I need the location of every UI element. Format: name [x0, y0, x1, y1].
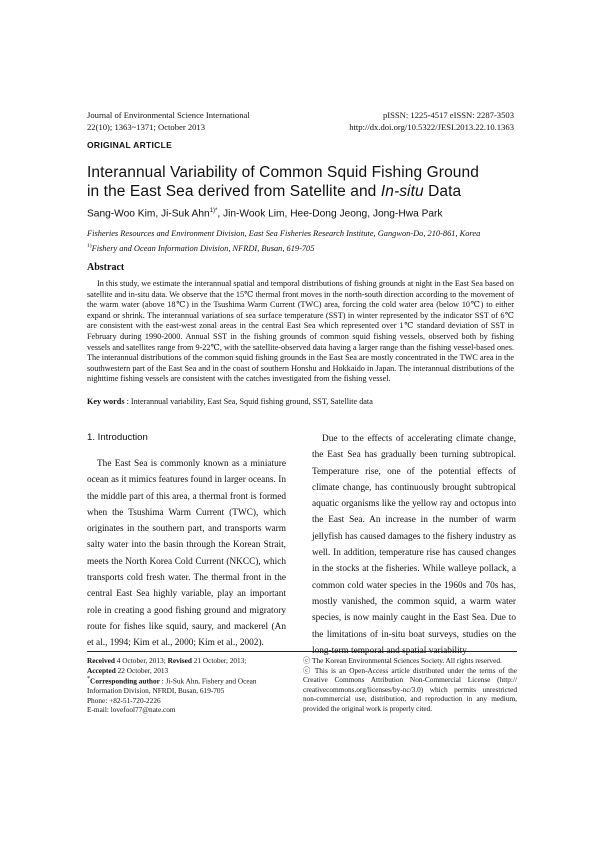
title-line-2-post: Data	[423, 183, 462, 200]
journal-citation	[87, 109, 250, 133]
corr-label: Corresponding author	[90, 676, 160, 686]
received-label: Received	[87, 656, 115, 665]
authors-part-1: Sang-Woo Kim, Ji-Suk Ahn	[87, 208, 210, 220]
title-line-2-pre: in the East Sea derived from Satellite and	[87, 183, 381, 200]
title-line-2	[87, 182, 517, 201]
affiliations	[87, 228, 517, 255]
abstract-heading: Abstract	[87, 262, 125, 273]
accepted	[87, 666, 289, 676]
author-affil-mark: 1)*	[209, 208, 218, 214]
accepted-date: 22 October, 2013	[115, 665, 169, 675]
corr-mark: *	[87, 676, 91, 683]
affiliation-2-text: Fishery and Ocean Information Division, NFRDI, Busan, 619-705	[91, 243, 315, 253]
email[interactable]: E-mail: lovefool77@nate.com	[87, 705, 176, 715]
keywords	[87, 397, 517, 406]
footnote-divider	[87, 651, 517, 652]
issn: pISSN: 1225-4517 eISSN: 2287-3503	[382, 110, 514, 120]
authors-part-2: , Jin-Wook Lim, Hee-Dong Jeong, Jong-Hwa Park	[217, 208, 443, 220]
received-date: 4 October, 2013;	[114, 656, 168, 665]
accepted-label: Accepted	[87, 665, 116, 675]
corresponding-author	[87, 675, 289, 696]
phone: Phone: +82-51-720-2226	[87, 695, 161, 705]
affiliation-2	[87, 240, 517, 255]
author-list	[87, 208, 443, 219]
doi-link[interactable]: http://dx.doi.org/10.5322/JESI.2013.22.10.1363	[349, 122, 514, 132]
title-line-1: Interannual Variability of Common Squid Fishing Ground	[87, 164, 479, 181]
copyright-notice: ⓒ The Korean Environmental Sciences Society. All rights reserved.	[303, 656, 502, 665]
section-heading-introduction: 1. Introduction	[87, 432, 148, 443]
received-revised	[87, 656, 289, 666]
affiliation-mark: 1)	[87, 243, 92, 249]
intro-right-column: Due to the effects of accelerating climate change, the East Sea has gradually been turning subtropical. Temperature rise, one of the potential effects of climate change, has continuously brought subtropical aquatic organisms like the yellow ray and octopus into the East Sea. An increase in the number of warm jellyfish has caused damages to the fishery industry as well. In addition, temperature rise has caused changes in the stocks at the fisheries. While walleye pollack, a common cold water species in the 1960s and 70s has, mostly vanished, the common squid, a warm water species, is now mainly caught in the East Sea. Due to the limitations of in-situ boat surveys, studies on the long-term temporal and spatial variability	[312, 434, 516, 656]
footnote-dates-correspondence	[87, 656, 289, 715]
abstract-body: In this study, we estimate the interannual spatial and temporal distributions of fishing grounds at night in the East Sea based on satellite and in-situ data. We observe that the 15℃ thermal front moves in the north-south direction according to the movement of the warm water (above 18℃) in the Tsushima Warm Current (TWC) area, forcing the cold water area (below 10℃) to either expand or shrink. The interannual variations of sea surface temperature (SST) in winter represented by the indicator SST of 6℃ are consistent with the east-west zonal areas in the central East Sea which represented over 1℃ standard deviation of SST in February during 1990-2000. Annual SST in the fishing grounds of common squid fishing vessels, observed both by fishing vessels and satellites range from 9-22℃, with the satellite-observed data having a larger range than the fishing vessel-based ones. The interannual distributions of the common squid fishing grounds in the East Sea are mostly concentrated in the TWC area in the southwestern part of the East Sea and in the coast of southern Honshu and Hokkaido in Japan. The interannual distributions of the nighttime fishing vessels are consistent with the catches investigated from the fishing vessel.	[87, 279, 514, 384]
affiliation-1: Fisheries Resources and Environment Division, East Sea Fisheries Research Institute, Gangwon-Do, 210-861, Korea	[87, 229, 481, 238]
license-notice: ⓒ This is an Open-Access article distributed under the terms of the Creative Commons Attribution Non-Commercial License (http:// creativecommons.org/licenses/by-nc/3.0) which permits unrestricted non-commercial use, distribution, and reproduction in any medium, provided the original work is properly cited.	[303, 665, 517, 713]
journal-name: Journal of Environmental Science International	[87, 110, 250, 120]
issn-doi	[349, 109, 514, 133]
keywords-text: : Interannual variability, East Sea, Squid fishing ground, SST, Satellite data	[124, 397, 373, 406]
journal-volume: 22(10); 1363~1371; October 2013	[87, 122, 206, 132]
paper-title	[87, 163, 517, 201]
article-type: ORIGINAL ARTICLE	[87, 140, 173, 150]
keywords-label: Key words	[87, 397, 125, 406]
revised-label: Revised	[167, 656, 192, 665]
footnote-license	[303, 656, 517, 714]
title-italic: In-situ	[380, 183, 424, 200]
intro-left-column: The East Sea is commonly known as a miniature ocean as it mimics features found in larger oceans. In the middle part of this area, a thermal front is formed when the Tsushima Warm Current (TWC), which originates in the southern part, and transports warm salty water into the basin through the Korean Strait, meets the North Korea Cold Current (NKCC), which transports cold fresh water. The thermal front in the central East Sea highly variable, play an important role in creating a good fishing ground and migratory route for fishes like squid, saury, and mackerel (An et al., 1994; Kim et al., 2000; Kim et al., 2002).	[87, 459, 286, 649]
revised-date: 21 October, 2013;	[191, 656, 247, 665]
corr-text: : Ji-Suk Ahn, Fishery and Ocean Information Division, NFRDI, Busan, 619-705	[87, 676, 257, 696]
